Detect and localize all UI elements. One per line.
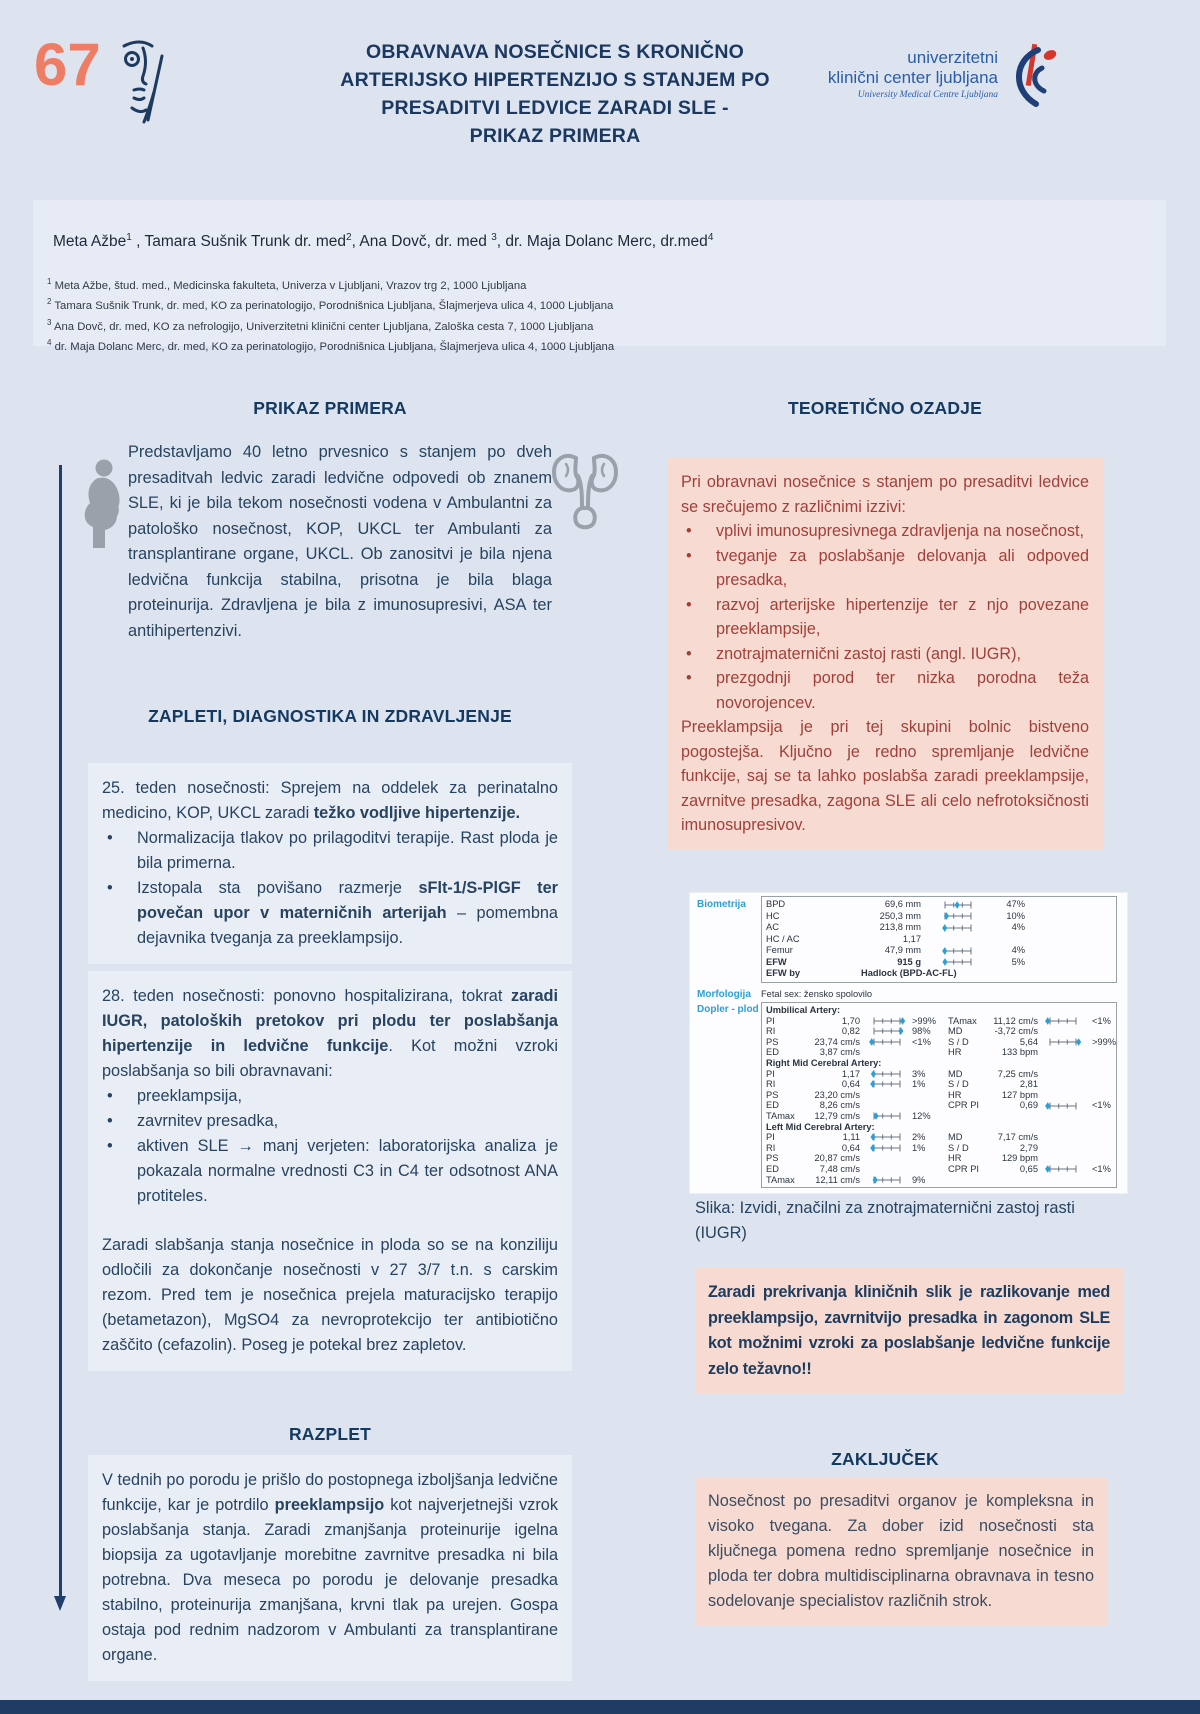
artery-group-title: Left Mid Cerebral Artery:: [766, 1121, 875, 1132]
doppler-row: RI 0,82 98% MD -3,72 cm/s: [766, 1026, 1038, 1037]
doppler-row: PI 1,11 2% MD 7,17 cm/s: [766, 1132, 1038, 1143]
percentile-range-icon: [939, 957, 979, 967]
theory-bullets: [681, 519, 1089, 715]
bullet-item: [102, 876, 558, 951]
section-heading-zapleti: ZAPLETI, DIAGNOSTIKA IN ZDRAVLJENJE: [148, 706, 512, 726]
bullet-item: [681, 519, 1089, 544]
theory-box: [667, 458, 1103, 850]
percentile-range-icon: [868, 1111, 908, 1121]
doppler-row: PI 1,17 3% MD 7,25 cm/s: [766, 1068, 1038, 1079]
doppler-row: PS 23,20 cm/s HR 127 bpm: [766, 1089, 1038, 1100]
doppler-row: PS 20,87 cm/s HR 129 bpm: [766, 1153, 1038, 1164]
bullet-item: [102, 826, 558, 876]
bullet-text: aktiven SLE → manj verjeten: laboratorijska analiza je pokazala normalne vrednosti C3 in C4 ter odsotnost ANA protiteles.: [137, 1137, 558, 1205]
razplet-box: [88, 1455, 572, 1681]
bullet-item: [102, 1084, 558, 1109]
doppler-row: TAmax 12,11 cm/s 9%: [766, 1174, 926, 1185]
poster-title-line: PRESADITVI LEDVICE ZARADI SLE -: [381, 97, 729, 119]
biometry-row: HC 250,3 mm 10%: [766, 910, 1025, 921]
affiliation-item: $^2$ Tamara Sušnik Trunk, dr. med, KO za perinatologijo, Porodnišnica Ljubljana, Šlajmerjeva ulica 4, 1000 Ljubljana: [47, 297, 614, 313]
pregnant-woman-icon: [78, 458, 124, 555]
bullet-text: Izstopala sta povišano razmerje sFlt-1/S-PlGF ter povečan upor v materničnih arterijah – pomembna dejavnika tveganja za preeklampsijo.: [137, 879, 558, 947]
doppler-row: PI 1,70 >99% TAmax 11,12 cm/s <1%: [766, 1015, 1111, 1026]
ukc-logo-mark-icon: [1002, 42, 1062, 115]
section-heading-teoreticno-ozadje: TEORETIČNO OZADJE: [788, 398, 982, 418]
footer-bar: [0, 1700, 1200, 1714]
figure-caption: Slika: Izvidi, značilni za znotrajmaternični zastoj rasti (IUGR): [695, 1199, 1075, 1242]
affiliation-item: $^3$ Ana Dovč, dr. med, KO za nefrologijo, Univerzitetni klinični center Ljubljana, Zaloška cesta 7, 1000 Ljubljana: [47, 317, 594, 333]
ukc-logo-line3: University Medical Centre Ljubljana: [857, 90, 998, 100]
week28-intro: 28. teden nosečnosti: ponovno hospitalizirana, tokrat zaradi IUGR, patoloških pretokov pri plodu ter poslabšanja hipertenzije in ledvične funkcije. Kot možni vzroki poslabšanja so bili obravnavani:: [102, 987, 558, 1080]
bullet-text: preeklampsija,: [137, 1087, 242, 1105]
poster-title-line: OBRAVNAVA NOSEČNICE S KRONIČNO: [366, 41, 744, 63]
author-superscript: 3: [491, 232, 497, 243]
bullet-item: [102, 1134, 558, 1209]
bullet-text: vplivi imunosupresivnega zdravljenja na nosečnost,: [716, 522, 1085, 540]
bullet-item: [681, 666, 1089, 715]
biometry-row: EFW by Hadlock (BPD-AC-FL): [766, 968, 957, 978]
percentile-range-icon: [1044, 1164, 1084, 1174]
authors-line: [53, 232, 713, 251]
week28-bullets: [102, 1084, 558, 1209]
bullet-icon: •: [107, 1087, 113, 1105]
morphology-text: Fetal sex: žensko spolovilo: [761, 989, 873, 999]
bullet-icon: •: [107, 1137, 113, 1155]
face-logo-icon: [110, 30, 172, 135]
author-name: , Tamara Sušnik Trunk dr. med: [131, 233, 347, 251]
doppler-row: TAmax 12,79 cm/s 12%: [766, 1110, 931, 1121]
percentile-range-icon: [1044, 1016, 1084, 1026]
bullet-icon: •: [107, 829, 113, 847]
bullet-item: [681, 593, 1089, 642]
bullet-icon: •: [686, 595, 692, 614]
figure-label-biometrija: Biometrija: [697, 899, 746, 910]
kidneys-icon: [546, 450, 624, 543]
bullet-item: [681, 544, 1089, 593]
razplet-text: V tednih po porodu je prišlo do postopnega izboljšanja ledvične funkcije, kar je potrdilo preeklampsijo kot najverjetnejši vzrok poslabšanja stanja. Zaradi zmanjšanja proteinurije igelna biopsija za ugotavljanje morebitne zavrnitve presadka ni bila potrebna. Dva meseca po porodu je delovanje presadka stabilno, proteinurija zmanjšana, krvni tlak pa urejen. Gospa ostaja pod rednim nadzorom v Ambulanti za transplantirane organe.: [102, 1471, 558, 1664]
percentile-range-icon: [868, 1026, 908, 1036]
bullet-text: tveganje za poslabšanje delovanja ali odpoved presadka,: [716, 546, 1089, 589]
authors-panel: [33, 200, 1166, 353]
figure-label-dopler: Dopler - plod: [697, 1004, 759, 1015]
week25-box: [88, 763, 572, 964]
section-heading-zakljucek: ZAKLJUČEK: [831, 1449, 939, 1469]
case-intro-paragraph: Predstavljamo 40 letno prvesnico s stanjem po dveh presaditvah ledvic zaradi ledvične odpovedi ob znanem SLE, ki je bila tekom nosečnosti vodena v Ambulantni za patološko nosečnost, KOP, UKCL ter Ambulanti za transplantirane organe, UKCL. Ob zanositvi je bila njena ledvična funkcija stabilna, prisotna je bila blaga proteinurija. Zdravljena je bila z imunosupresivi, ASA ter antihipertenzivi.: [128, 443, 552, 640]
percentile-range-icon: [939, 911, 979, 921]
cesarean-text: Zaradi slabšanja stanja nosečnice in ploda so se na konziliju odločili za dokončanje nosečnosti v 27 3/7 t.n. s carskim rezom. Pred tem je nosečnica prejela maturacijsko terapijo (betametazon), MgSO4 za nevroprotekcijo ter antibiotično zaščito (cefazolin). Poseg je potekal brez zapletov.: [102, 1236, 558, 1354]
bullet-text: zavrnitev presadka,: [137, 1112, 279, 1130]
week25-bullets: [102, 826, 558, 951]
percentile-range-icon: [868, 1175, 908, 1185]
percentile-range-icon: [868, 1132, 908, 1142]
author-name: Meta Ažbe: [53, 233, 127, 251]
artery-group-title: Umbilical Artery:: [766, 1005, 841, 1015]
affiliation-item: $^1$ Meta Ažbe, štud. med., Medicinska fakulteta, Univerza v Ljubljani, Vrazov trg 2, 1000 Ljubljana: [47, 277, 527, 292]
section-heading-prikaz-primera: PRIKAZ PRIMERA: [253, 398, 407, 418]
percentile-range-icon: [939, 923, 979, 933]
percentile-range-icon: [868, 1143, 908, 1153]
bullet-icon: •: [686, 546, 692, 565]
doppler-row: ED 3,87 cm/s HR 133 bpm: [766, 1047, 1038, 1058]
doppler-row: RI 0,64 1% S / D 2,81: [766, 1079, 1038, 1090]
author-name: , Ana Dovč, dr. med: [351, 233, 492, 251]
percentile-range-icon: [1044, 1037, 1084, 1047]
bullet-text: Normalizacija tlakov po prilagoditvi terapije. Rast ploda je bila primerna.: [137, 829, 558, 872]
affiliations-list: [47, 274, 614, 355]
doppler-row: ED 8,26 cm/s CPR PI 0,69 <1%: [766, 1100, 1111, 1111]
conclusion-box: Nosečnost po presaditvi organov je kompleksna in visoko tvegana. Za dober izid nosečnosti sta ključnega pomena redno spremljanje nosečnice in ploda ter dobra multidisciplinarna obravnava in tesno sodelovanje specialistov različnih strok.: [695, 1477, 1107, 1626]
affiliation-item: $^4$ dr. Maja Dolanc Merc, dr. med, KO za perinatologijo, Porodnišnica Ljubljana, Šlajmerjeva ulica 4, 1000 Ljubljana: [47, 337, 615, 353]
percentile-range-icon: [868, 1037, 908, 1047]
theory-outro: Preeklampsija je pri tej skupini bolnic bistveno pogostejša. Ključno je redno spremljanje ledvične funkcije, saj se ta lahko poslabša zaradi preeklampsije, zavrnitve presadka, zagona SLE ali celo nefrotoksičnosti imunosupresivov.: [681, 718, 1089, 834]
biometry-table: [761, 896, 1117, 983]
cesarean-box: [88, 1220, 572, 1371]
bullet-item: [681, 642, 1089, 667]
bullet-text: prezgodnji porod ter nizka porodna teža novorojencev.: [716, 669, 1089, 712]
poster-title-line: ARTERIJSKO HIPERTENZIJO S STANJEM PO: [340, 69, 770, 91]
bullet-text: razvoj arterijske hipertenzije ter z njo povezane preeklampsije,: [716, 595, 1089, 638]
percentile-range-icon: [868, 1079, 908, 1089]
ukc-logo-line2: klinični center ljubljana: [827, 68, 998, 87]
author-superscript: 1: [126, 232, 132, 243]
figure-ultrasound-report: [690, 893, 1127, 1193]
percentile-range-icon: [868, 1069, 908, 1079]
author-superscript: 2: [346, 232, 352, 243]
percentile-range-icon: [1044, 1101, 1084, 1111]
bullet-icon: •: [686, 644, 692, 663]
percentile-range-icon: [868, 1016, 908, 1026]
bullet-item: [102, 1109, 558, 1134]
poster-title-line: PRIKAZ PRIMERA: [469, 125, 641, 147]
doppler-table: [761, 1002, 1117, 1188]
artery-group-title: Right Mid Cerebral Artery:: [766, 1057, 882, 1068]
bullet-text: znotrajmaternični zastoj rasti (angl. IUGR),: [716, 644, 1021, 663]
bullet-icon: •: [107, 879, 113, 897]
doppler-row: RI 0,64 1% S / D 2,79: [766, 1142, 1038, 1153]
timeline-line: [59, 465, 62, 1596]
figure-label-morfologija: Morfologija: [697, 989, 751, 1000]
biometry-row: AC 213,8 mm 4%: [766, 922, 1025, 932]
theory-intro: Pri obravnavi nosečnice s stanjem po presaditvi ledvice se srečujemo z različnimi izzivi:: [681, 473, 1089, 516]
ukc-logo-line1: univerzitetni: [907, 48, 998, 67]
section-heading-razplet: RAZPLET: [288, 1424, 372, 1444]
author-superscript: 4: [707, 232, 714, 243]
week28-box: [88, 971, 572, 1222]
bullet-icon: •: [686, 522, 692, 540]
biometry-row: EFW 915 g 5%: [766, 956, 1025, 967]
poster-number: 67: [34, 31, 101, 98]
week25-intro: 25. teden nosečnosti: Sprejem na oddelek za perinatalno medicino, KOP, UKCL zaradi težko vodljive hipertenzije.: [102, 779, 558, 822]
biometry-row: BPD 69,6 mm 47%: [766, 899, 1025, 909]
author-name: , dr. Maja Dolanc Merc, dr.med: [496, 233, 708, 251]
ukc-logo-text: [740, 48, 998, 100]
percentile-range-icon: [939, 900, 979, 910]
percentile-range-icon: [939, 946, 979, 956]
biometry-row: HC / AC 1,17: [766, 933, 921, 944]
doppler-row: PS 23,74 cm/s <1% S / D 5,64 >99%: [766, 1036, 1117, 1047]
bullet-icon: •: [107, 1112, 113, 1130]
bullet-icon: •: [686, 669, 692, 687]
emphasis-box: Zaradi prekrivanja kliničnih slik je razlikovanje med preeklampsijo, zavrnitvijo presadka in zagonom SLE kot možnimi vzroki za poslabšanje ledvične funkcije zelo težavno!!: [695, 1268, 1123, 1394]
biometry-row: Femur 47,9 mm 4%: [766, 945, 1025, 955]
timeline-arrow-icon: [54, 1596, 66, 1611]
doppler-row: ED 7,48 cm/s CPR PI 0,65 <1%: [766, 1163, 1111, 1174]
